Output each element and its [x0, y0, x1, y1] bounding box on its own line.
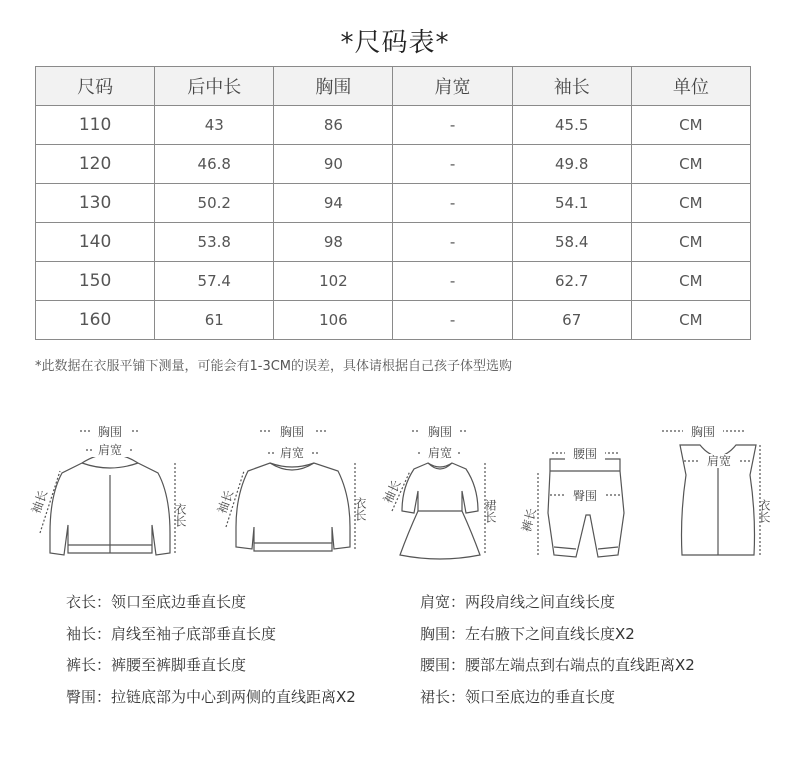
table-row	[36, 301, 751, 340]
legend-item: 肩宽：两段肩线之间直线长度	[420, 593, 616, 611]
table-cell: CM	[631, 301, 750, 340]
column-header: 肩宽	[393, 67, 512, 106]
legend-item: 衣长：领口至底边垂直长度	[66, 593, 247, 611]
waist-label: 腰围	[572, 447, 598, 461]
table-cell: CM	[631, 223, 750, 262]
table-cell: 54.1	[512, 184, 631, 223]
shoulder-label: 肩宽	[97, 443, 123, 457]
page-title: *尺码表*	[340, 28, 450, 58]
table-cell: CM	[631, 262, 750, 301]
table-cell: 160	[36, 301, 155, 340]
shoulder-label: 肩宽	[706, 454, 732, 468]
table-cell: 90	[274, 145, 393, 184]
length-label: 衣长	[353, 497, 367, 521]
chest-label: 胸围	[427, 425, 453, 439]
hip-label: 臀围	[572, 489, 598, 503]
legend-item: 袖长：肩线至袖子底部垂直长度	[66, 624, 277, 643]
table-cell: CM	[631, 145, 750, 184]
table-cell: 46.8	[155, 145, 274, 184]
table-cell: 150	[36, 262, 155, 301]
pants-diagram	[538, 453, 624, 557]
vest-diagram	[662, 431, 760, 555]
table-cell: 49.8	[512, 145, 631, 184]
table-cell: -	[393, 184, 512, 223]
chest-label: 胸围	[279, 425, 305, 439]
table-row	[36, 262, 751, 301]
table-cell: 86	[274, 106, 393, 145]
table-cell: 45.5	[512, 106, 631, 145]
legend-right	[420, 592, 695, 718]
sleeve-label: 袖长	[214, 488, 237, 516]
table-cell: CM	[631, 184, 750, 223]
garment-diagrams	[20, 415, 780, 570]
legend-item: 腰围：腰部左端点到右端点的直线距离X2	[420, 656, 695, 674]
legend-item: 裤长：裤腰至裤脚垂直长度	[66, 656, 247, 674]
column-header: 单位	[631, 67, 750, 106]
table-cell: 57.4	[155, 262, 274, 301]
table-row	[36, 184, 751, 223]
table-cell: -	[393, 262, 512, 301]
chest-label: 胸围	[97, 425, 123, 439]
table-cell: -	[393, 223, 512, 262]
legend-item: 胸围：左右腋下之间直线长度X2	[420, 624, 635, 643]
table-cell: 102	[274, 262, 393, 301]
measurement-note: *此数据在衣服平铺下测量，可能会有1-3CM的误差，具体请根据自己孩子体型选购	[35, 359, 513, 374]
table-cell: 50.2	[155, 184, 274, 223]
sleeve-label: 袖长	[380, 477, 404, 506]
table-cell: 120	[36, 145, 155, 184]
table-cell: 98	[274, 223, 393, 262]
length-label: 衣长	[173, 503, 187, 527]
table-cell: -	[393, 106, 512, 145]
shoulder-label: 肩宽	[427, 446, 453, 460]
chest-label: 胸围	[690, 425, 716, 439]
legend-left	[66, 592, 356, 718]
table-row	[36, 223, 751, 262]
table-cell: 43	[155, 106, 274, 145]
pants-length-label: 裤长	[519, 506, 540, 534]
table-row	[36, 106, 751, 145]
legend-item: 臀围：拉链底部为中心到两侧的直线距离X2	[66, 687, 356, 706]
legend-item: 裙长：领口至底边的垂直长度	[420, 687, 616, 706]
table-row	[36, 145, 751, 184]
table-cell: 62.7	[512, 262, 631, 301]
column-header: 胸围	[274, 67, 393, 106]
table-cell: 106	[274, 301, 393, 340]
size-table	[35, 66, 751, 340]
skirt-length-label: 裙长	[483, 499, 497, 523]
table-header-row	[36, 67, 751, 106]
table-cell: 53.8	[155, 223, 274, 262]
table-cell: 61	[155, 301, 274, 340]
column-header: 后中长	[155, 67, 274, 106]
table-cell: -	[393, 145, 512, 184]
table-cell: 94	[274, 184, 393, 223]
column-header: 袖长	[512, 67, 631, 106]
column-header: 尺码	[36, 67, 155, 106]
table-cell: 67	[512, 301, 631, 340]
shoulder-label: 肩宽	[279, 446, 305, 460]
table-cell: 130	[36, 184, 155, 223]
table-cell: 58.4	[512, 223, 631, 262]
table-cell: 140	[36, 223, 155, 262]
table-cell: CM	[631, 106, 750, 145]
length-label: 衣长	[757, 499, 771, 523]
table-cell: -	[393, 301, 512, 340]
sleeve-label: 袖长	[28, 488, 51, 516]
table-cell: 110	[36, 106, 155, 145]
